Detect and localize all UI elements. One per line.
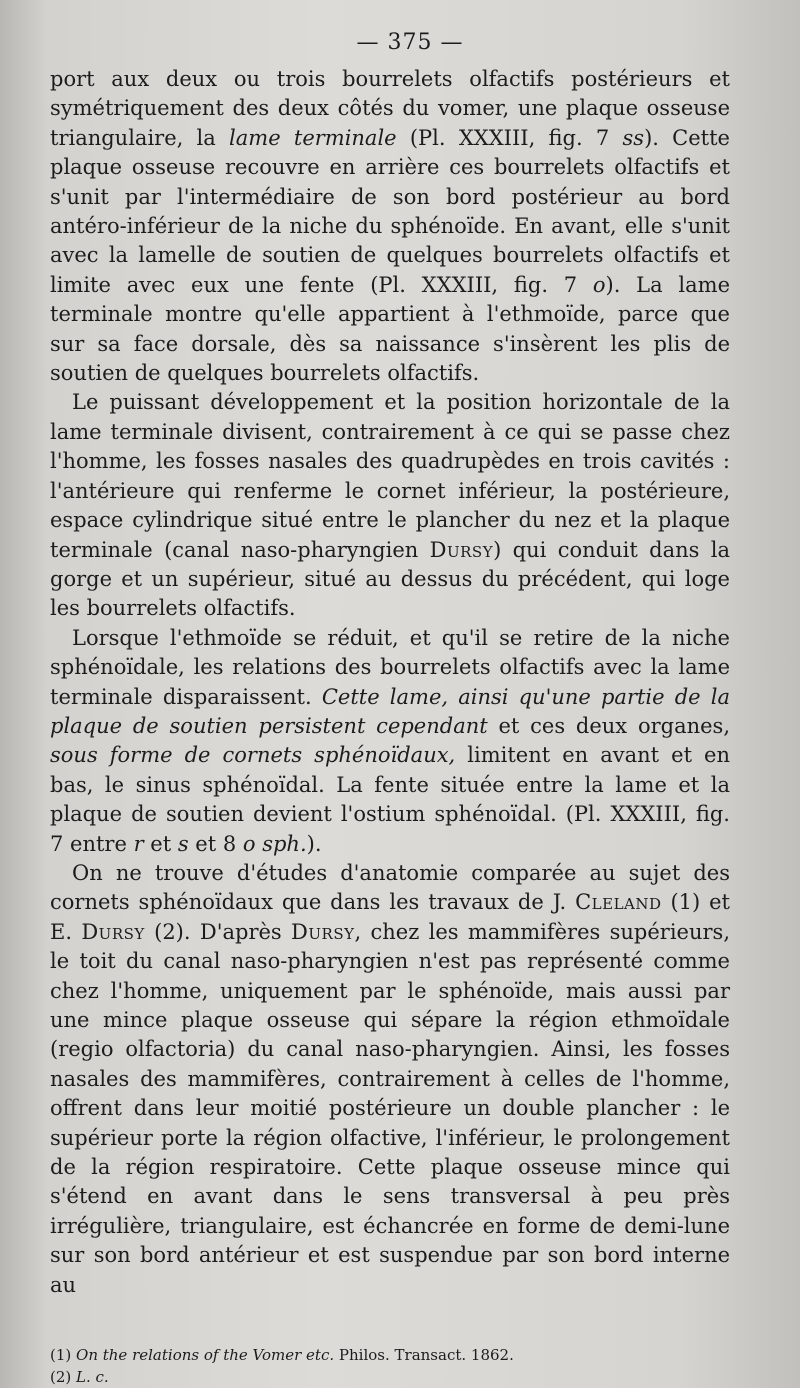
italic-run: s — [177, 831, 189, 856]
page-number: — 375 — — [356, 30, 464, 55]
italic-run: On the relations of the Vomer etc. — [76, 1346, 335, 1365]
text-run: (Pl. XXXIII, fig. 7 — [396, 125, 623, 150]
italic-run: lame terminale — [229, 125, 397, 150]
italic-run: Cette lame, ainsi qu'une partie de la plaque de soutien persistent cependant — [50, 684, 730, 738]
book-page — [50, 30, 730, 1387]
text-run: et 8 — [188, 831, 243, 856]
footnotes — [50, 1344, 730, 1388]
paragraph-3 — [50, 624, 730, 859]
italic-run: o sph. — [242, 831, 307, 856]
text-run: port aux deux ou trois bourrelets olfactifs postérieurs et symétriquement des deux côtés du vomer, une plaque osseuse triangulaire, la — [50, 67, 730, 150]
paragraph-2 — [50, 388, 730, 623]
text-run: ). — [306, 831, 322, 856]
body-text — [50, 65, 730, 1300]
text-run: Le puissant développement et la position horizontale de la lame terminale divisent, contrairement à ce qui se passe chez l'homme, les fosses nasales des quadrupèdes en trois cavités : l'antérieure qui renferme le cornet inférieur, la postérieure, espace cylindrique situé entre le plancher du nez et la plaque terminale (canal naso-pharyngien — [50, 390, 730, 562]
text-run: On ne trouve d'études d'anatomie comparée au sujet des cornets sphénoïdaux que dans les travaux de J. — [50, 860, 730, 915]
italic-run: ss — [622, 125, 645, 150]
text-run: et — [143, 831, 178, 856]
author-name: Cleland — [575, 890, 662, 915]
author-name: Dursy — [429, 537, 494, 562]
text-run: (1) et E. — [50, 890, 730, 944]
paragraph-4 — [50, 859, 730, 1300]
text-run: limitent en avant et en bas, le sinus sphénoïdal. La fente située entre la lame et la plaque de soutien devient l'ostium sphénoïdal. (Pl. XXXIII, fig. 7 entre — [50, 743, 730, 856]
text-run: et ces deux organes, — [487, 713, 730, 738]
text-run: (2) — [50, 1368, 77, 1387]
author-name: Dursy — [81, 919, 145, 944]
italic-run: r — [133, 831, 144, 856]
author-name: Dursy — [291, 919, 355, 944]
text-run: ). Cette plaque osseuse recouvre en arrière ces bourrelets olfactifs et s'unit par l'intermédiaire de son bord postérieur au bord antéro-inférieur de la niche du sphénoïde. En avant, elle s'unit avec la lamelle de soutien de quelques bourrelets olfactifs et limite avec eux une fente (Pl. XXXIII, fig. 7 — [50, 125, 730, 297]
footnote-1 — [50, 1344, 730, 1366]
text-run: Lorsque l'ethmoïde se réduit, et qu'il se retire de la niche sphénoïdale, les relations des bourrelets olfactifs avec la lame terminale disparaissent. — [50, 625, 730, 709]
paragraph-1 — [50, 65, 730, 388]
italic-run: sous forme de cornets sphénoïdaux, — [50, 743, 456, 768]
text-run: , chez les mammifères supérieurs, le toit du canal naso-pharyngien n'est pas représenté comme chez l'homme, uniquement par le sphénoïde, mais aussi par une mince plaque osseuse qui sépare la région ethmoïdale (regio olfactoria) du canal naso-pharyngien. Ainsi, les fosses nasales des mammifères, contrairement à celles de l'homme, offrent dans leur moitié postérieure un double plancher : le supérieur porte la région olfactive, l'inférieur, le prolongement de la région respiratoire. Cette plaque osseuse mince qui s'étend en avant dans le sens transversal à peu près irrégulière, triangulaire, est échancrée en forme de demi-lune sur son bord antérieur et est suspendue par son bord interne au — [50, 919, 730, 1297]
footnote-2 — [50, 1366, 730, 1388]
text-run: ). La lame terminale montre qu'elle appartient à l'ethmoïde, parce que sur sa face dorsale, dès sa naissance s'insèrent les plis de soutien de quelques bourrelets olfactifs. — [50, 272, 730, 386]
text-run: (1) — [50, 1346, 77, 1365]
text-run: ) qui conduit dans la gorge et un supérieur, situé au dessus du précédent, qui loge les bourrelets olfactifs. — [50, 537, 730, 621]
text-run: (2). D'après — [144, 919, 292, 944]
italic-run: o — [592, 272, 606, 297]
italic-run: L. c. — [76, 1368, 109, 1387]
text-run: Philos. Transact. 1862. — [334, 1346, 514, 1365]
